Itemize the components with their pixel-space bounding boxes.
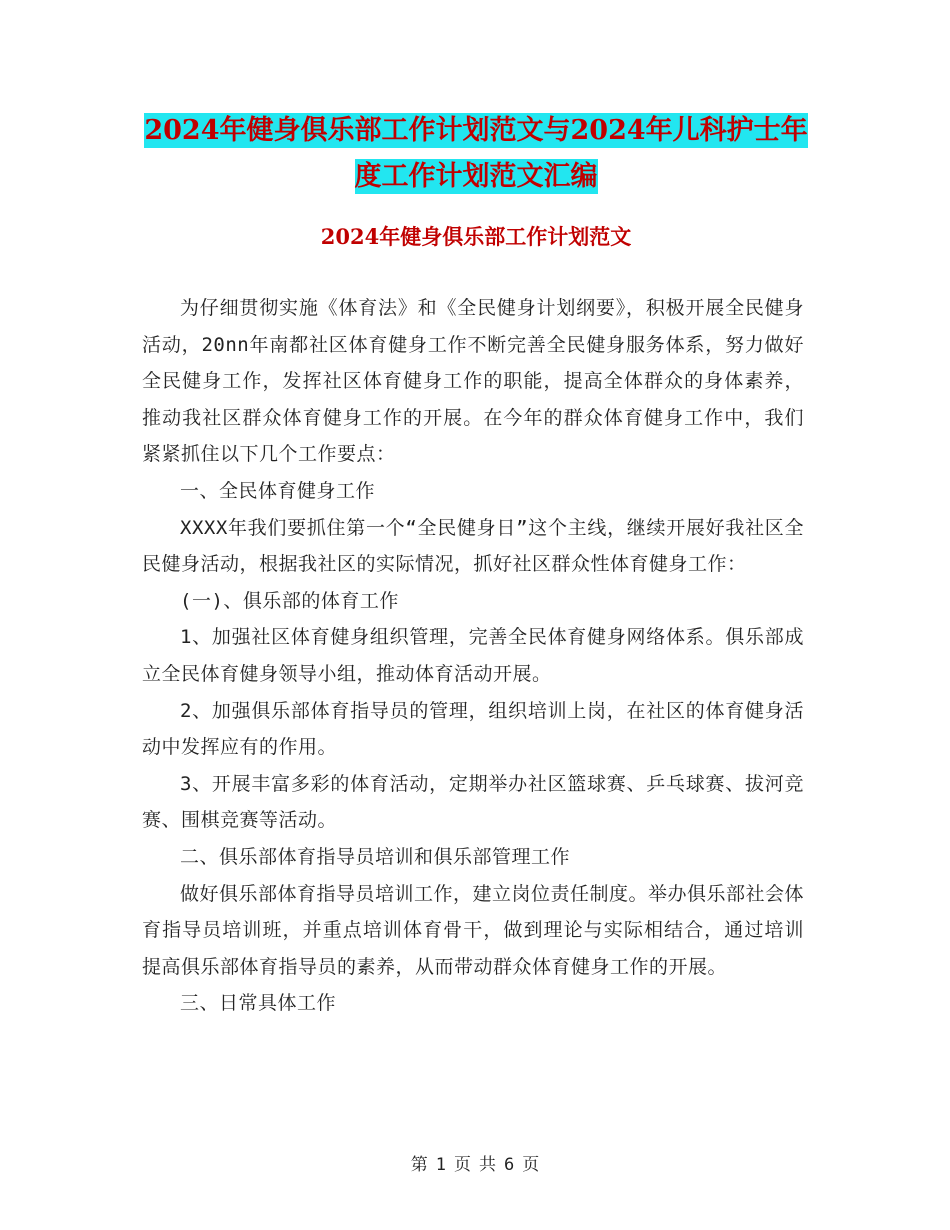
subheading-club-sports: (一)、俱乐部的体育工作	[180, 589, 399, 612]
heading-fitness-work: 一、全民体育健身工作	[180, 479, 376, 502]
heading-instructor-training: 二、俱乐部体育指导员培训和俱乐部管理工作	[180, 845, 571, 868]
list-item-2: 2、加强俱乐部体育指导员的管理，组织培训上岗，在社区的体育健身活动中发挥应有的作用。	[142, 699, 804, 759]
section-title: 2024年健身俱乐部工作计划范文	[320, 224, 632, 249]
footer-page-unit: 页	[454, 1155, 471, 1175]
paragraph-fitness-day: XXXX年我们要抓住第一个“全民健身日”这个主线，继续开展好我社区全民健身活动，根据我社区的实际情况，抓好社区群众性体育健身工作：	[142, 516, 804, 576]
footer-total-prefix: 共	[479, 1155, 496, 1175]
list-item-1: 1、加强社区体育健身组织管理，完善全民体育健身网络体系。俱乐部成立全民体育健身领导小组，推动体育活动开展。	[142, 626, 804, 685]
footer-total-unit: 页	[522, 1155, 540, 1175]
document-title-line1: 2024年健身俱乐部工作计划范文与2024年儿科护士年	[144, 115, 808, 146]
footer-total-pages: 6	[504, 1155, 515, 1175]
paragraph-intro: 为仔细贯彻实施《体育法》和《全民健身计划纲要》，积极开展全民健身活动，20nn年南都社区体育健身工作不断完善全民健身服务体系，努力做好全民健身工作，发挥社区体育健身工作的职能，提高全体群众的身体素养，推动我社区群众体育健身工作的开展。在今年的群众体育健身工作中，我们紧紧抓住以下几个工作要点：	[142, 297, 804, 466]
page-footer	[0, 1153, 950, 1177]
heading-daily-work: 三、日常具体工作	[180, 992, 337, 1015]
footer-prefix: 第	[410, 1155, 428, 1175]
document-body	[142, 290, 804, 1022]
list-item-3: 3、开展丰富多彩的体育活动，定期举办社区篮球赛、乒乓球赛、拔河竞赛、围棋竞赛等活动。	[142, 772, 804, 832]
document-title	[140, 108, 812, 200]
paragraph-training: 做好俱乐部体育指导员培训工作，建立岗位责任制度。举办俱乐部社会体育指导员培训班，并重点培训体育骨干，做到理论与实际相结合，通过培训提高俱乐部体育指导员的素养，从而带动群众体育健身工作的开展。	[142, 882, 805, 978]
document-title-line2: 度工作计划范文汇编	[354, 161, 598, 192]
footer-page-number: 1	[435, 1155, 446, 1175]
